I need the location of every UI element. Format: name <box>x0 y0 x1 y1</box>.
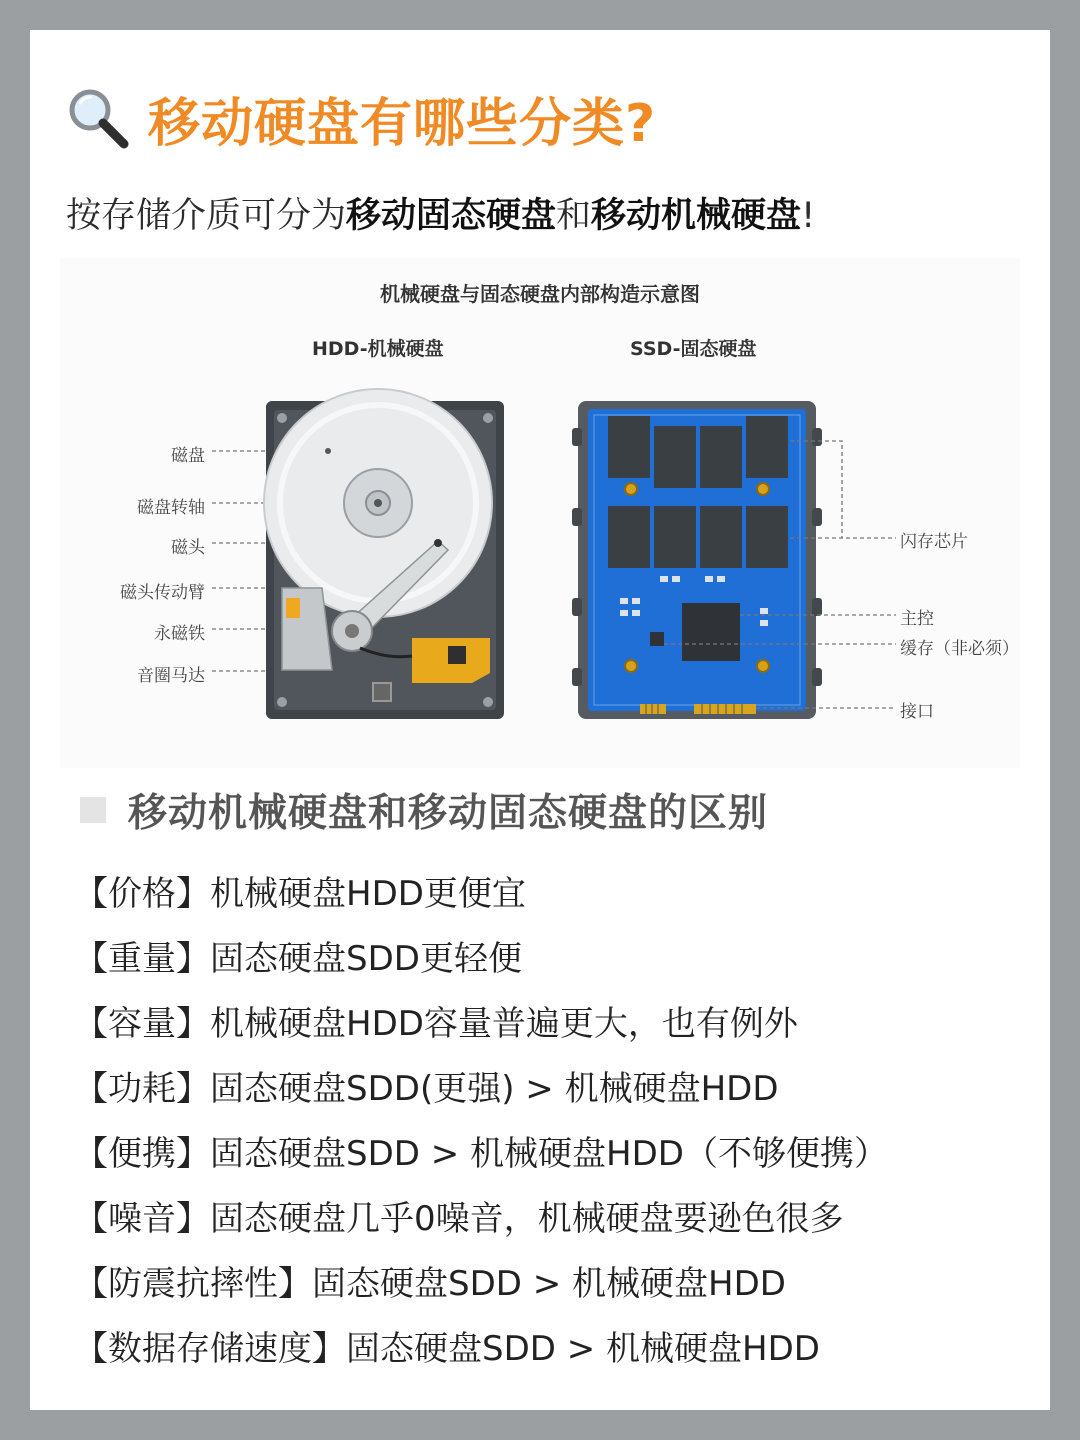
intro-prefix: 按存储介质可分为 <box>66 196 347 236</box>
diff-shock-resistance: 【防震抗摔性】固态硬盘SDD > 机械硬盘HDD <box>74 1264 786 1304</box>
diff-speed: 【数据存储速度】固态硬盘SDD > 机械硬盘HDD <box>74 1329 820 1369</box>
header <box>66 78 656 158</box>
hdd-label-arm: 磁头传动臂 <box>120 583 205 603</box>
hdd-label-platter: 磁盘 <box>171 446 205 466</box>
section-title: 移动机械硬盘和移动固态硬盘的区别 <box>128 791 769 836</box>
diagram-figure <box>60 258 1020 768</box>
hdd-label-magnet: 永磁铁 <box>154 624 205 644</box>
hdd-label-spindle: 磁盘转轴 <box>137 498 205 518</box>
hdd-label-head: 磁头 <box>171 538 205 558</box>
figure-title: 机械硬盘与固态硬盘内部构造示意图 <box>380 282 700 306</box>
section-header <box>80 780 768 840</box>
ssd-label-cache: 缓存（非必须） <box>900 639 1019 659</box>
intro-mid: 和 <box>556 196 592 236</box>
intro-suffix: ! <box>801 196 816 236</box>
diff-weight: 【重量】固态硬盘SDD更轻便 <box>74 939 522 979</box>
ssd-drawing <box>572 401 822 719</box>
ssd-label-controller: 主控 <box>900 609 934 629</box>
diff-power: 【功耗】固态硬盘SDD(更强) > 机械硬盘HDD <box>74 1069 779 1109</box>
difference-list <box>74 862 888 1382</box>
hdd-title: HDD-机械硬盘 <box>312 338 444 360</box>
ssd-label-flash: 闪存芯片 <box>900 532 968 552</box>
page-title: 移动硬盘有哪些分类? <box>148 93 657 154</box>
intro-text <box>66 188 815 238</box>
ssd-label-interface: 接口 <box>900 702 934 722</box>
ssd-title: SSD-固态硬盘 <box>630 338 757 360</box>
diff-noise: 【噪音】固态硬盘几乎0噪音，机械硬盘要逊色很多 <box>74 1199 844 1239</box>
hdd-drawing <box>264 389 504 719</box>
drive-illustrations <box>60 258 1020 768</box>
diff-capacity: 【容量】机械硬盘HDD容量普遍更大，也有例外 <box>74 1004 798 1044</box>
diff-price: 【价格】机械硬盘HDD更便宜 <box>74 874 526 914</box>
section-square-icon <box>80 797 106 823</box>
hdd-label-vcm: 音圈马达 <box>137 666 205 686</box>
page <box>30 30 1050 1410</box>
intro-ssd: 移动固态硬盘 <box>346 196 557 236</box>
intro-hdd: 移动机械硬盘 <box>591 196 802 236</box>
magnifier-icon <box>66 86 130 150</box>
diff-portability: 【便携】固态硬盘SDD > 机械硬盘HDD（不够便携） <box>74 1134 888 1174</box>
